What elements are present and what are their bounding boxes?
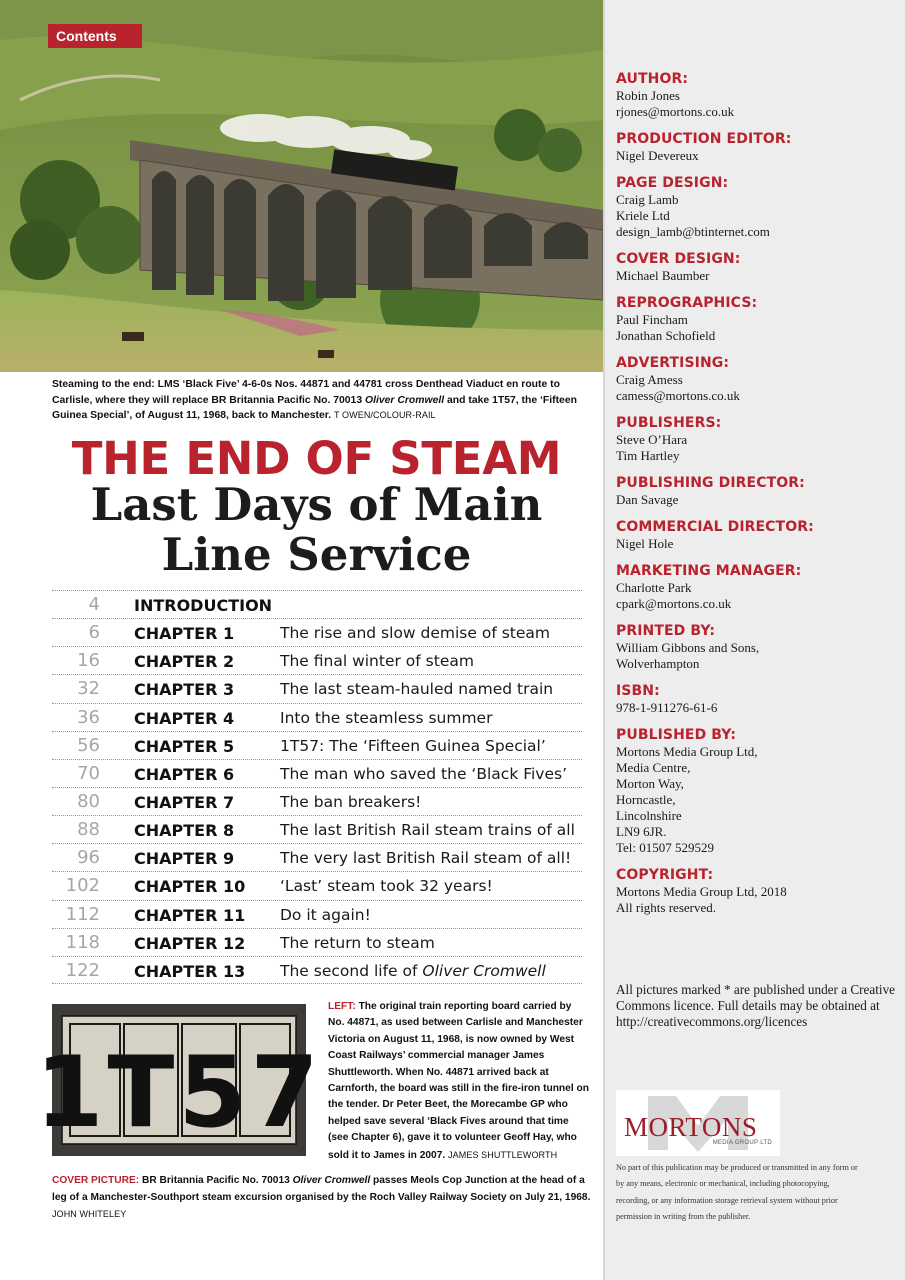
credit-heading: ADVERTISING: — [616, 355, 730, 371]
toc-chapter-label: CHAPTER 10 — [134, 877, 246, 897]
toc-chapter-title — [280, 821, 575, 839]
toc-row — [52, 956, 582, 984]
toc-chapter-label: CHAPTER 5 — [134, 736, 235, 756]
toc-page-number: 4 — [88, 594, 100, 615]
toc-chapter-title — [280, 737, 546, 755]
credit-block — [616, 414, 896, 464]
cover-caption-italic: Oliver Cromwell — [292, 1175, 371, 1186]
toc-chapter-title — [280, 849, 571, 867]
toc-title-text: The very last British Rail steam of all! — [280, 849, 572, 868]
credit-line: Michael Baumber — [616, 268, 710, 283]
cover-caption-label: COVER PICTURE: — [52, 1175, 140, 1186]
viaduct-illustration — [0, 0, 603, 372]
toc-chapter-title — [280, 934, 435, 952]
credit-heading: COVER DESIGN: — [616, 251, 741, 267]
toc-chapter-label: INTRODUCTION — [134, 596, 273, 615]
credit-block — [616, 294, 896, 344]
credit-line: Horncastle, — [616, 792, 676, 807]
cover-credit: JOHN WHITELEY — [52, 1209, 127, 1220]
credit-block — [616, 474, 896, 508]
board-number: 1T57 — [35, 1036, 323, 1150]
title-main: THE END OF STEAM — [71, 432, 562, 485]
credit-line: William Gibbons and Sons, — [616, 640, 760, 655]
cover-caption-post: passes Meols Cop Junction at the head of a leg of a Manchester-Southport steam excursion organised by the Roch Valley Railway Society on July 21, 1968. — [52, 1175, 591, 1203]
credit-heading: PRODUCTION EDITOR: — [616, 131, 792, 147]
toc-chapter-label: CHAPTER 7 — [134, 792, 235, 812]
toc-chapter-title — [280, 765, 567, 783]
credit-line: Lincolnshire — [616, 808, 682, 823]
toc-page-number: 96 — [77, 847, 100, 869]
toc-page-number: 122 — [65, 959, 100, 981]
toc-chapter-title — [280, 680, 553, 698]
credit-line: rjones@mortons.co.uk — [616, 104, 735, 119]
credit-line: Paul Fincham — [616, 312, 688, 327]
toc-title-text: The ban breakers! — [280, 792, 422, 811]
toc-title-text: The last steam-hauled named train — [280, 680, 554, 699]
toc-title-text: The final winter of steam — [280, 652, 474, 671]
toc-page-number: 36 — [77, 706, 100, 728]
credit-block — [616, 130, 896, 164]
credit-line: Wolverhampton — [616, 656, 700, 671]
credit-line: Mortons Media Group Ltd, — [616, 744, 758, 759]
legal-notice: No part of this publication may be produced or transmitted in any form or by any means, electronic or mechanical, including photocopying, recording, or any information storage retrieval system without prior permission in writing from the publisher. — [616, 1163, 858, 1222]
toc-chapter-label: CHAPTER 13 — [134, 961, 246, 981]
credit-heading: REPROGRAPHICS: — [616, 295, 758, 311]
toc-chapter-label: CHAPTER 3 — [134, 680, 235, 700]
credit-block — [616, 354, 896, 404]
contents-table — [52, 590, 582, 984]
toc-row — [52, 590, 582, 618]
toc-chapter-title — [280, 652, 474, 670]
credit-line: All rights reserved. — [616, 900, 717, 915]
toc-title-text: Do it again! — [280, 905, 371, 924]
credit-block — [616, 682, 896, 716]
credit-line: Steve O’Hara — [616, 432, 688, 447]
toc-chapter-label: CHAPTER 6 — [134, 764, 235, 784]
creative-commons-note: All pictures marked * are published under a Creative Commons licence. Full details may be obtained at http://creativecommons.org/licences — [616, 982, 896, 1030]
toc-row — [52, 674, 582, 702]
credit-line: 978-1-911276-61-6 — [616, 700, 718, 715]
toc-row — [52, 843, 582, 871]
toc-title-text: The second life of — [280, 961, 423, 980]
toc-chapter-label: CHAPTER 2 — [134, 652, 235, 672]
logo-wordmark: MORTONS — [624, 1112, 758, 1142]
credit-block — [616, 622, 896, 672]
toc-row — [52, 703, 582, 731]
credit-block — [616, 866, 896, 916]
toc-title-text: Into the steamless summer — [280, 708, 493, 727]
board-caption-label: LEFT: — [328, 1001, 356, 1012]
toc-chapter-label: CHAPTER 12 — [134, 933, 246, 953]
toc-chapter-title — [280, 877, 493, 895]
toc-chapter-title — [280, 906, 371, 924]
toc-page-number: 80 — [77, 790, 100, 812]
credit-line: Mortons Media Group Ltd, 2018 — [616, 884, 787, 899]
credit-line: Kriele Ltd — [616, 208, 670, 223]
board-caption-text: The original train reporting board carried by No. 44871, as used between Carlisle and Manchester Victoria on August 11, 1968, is now owned by West Coast Railways’ commercial manager James Shuttleworth. When No. 44871 arrived back at Carnforth, the board was still in the fire-iron tunnel on the tender. Dr Peter Beet, the Morecambe GP who helped save several ‘Black Fives around that time (see Chapter 6), gave it to volunteer Geoff Hay, who sold it to James in 2007. — [328, 1001, 589, 1161]
credit-line: cpark@mortons.co.uk — [616, 596, 732, 611]
credit-line: Robin Jones — [616, 88, 680, 103]
board-credit: JAMES SHUTTLEWORTH — [448, 1149, 558, 1160]
toc-chapter-label: CHAPTER 11 — [134, 905, 246, 925]
toc-row — [52, 815, 582, 843]
credit-heading: COMMERCIAL DIRECTOR: — [616, 519, 814, 535]
toc-title-text: The man who saved the ‘Black Fives’ — [280, 764, 568, 783]
toc-row — [52, 871, 582, 899]
credit-line: Tel: 01507 529529 — [616, 840, 715, 855]
credit-line: Nigel Hole — [616, 536, 674, 551]
credit-heading: PRINTED BY: — [616, 623, 716, 639]
hero-credit: T OWEN/COLOUR-RAIL — [334, 410, 436, 420]
toc-chapter-title — [280, 709, 492, 727]
toc-page-number: 6 — [88, 622, 100, 644]
toc-row — [52, 759, 582, 787]
credit-line: Nigel Devereux — [616, 148, 699, 163]
toc-page-number: 88 — [77, 819, 100, 841]
credit-line: design_lamb@btinternet.com — [616, 224, 770, 239]
title-sub — [0, 480, 633, 580]
toc-chapter-title — [280, 962, 546, 980]
toc-row — [52, 787, 582, 815]
credit-heading: ISBN: — [616, 683, 660, 699]
credit-line: Craig Lamb — [616, 192, 679, 207]
credits-list — [616, 70, 896, 926]
credit-heading: AUTHOR: — [616, 71, 689, 87]
toc-row — [52, 928, 582, 956]
credit-heading: MARKETING MANAGER: — [616, 563, 802, 579]
toc-page-number: 32 — [77, 678, 100, 700]
toc-row — [52, 731, 582, 759]
credit-block — [616, 174, 896, 240]
credit-heading: PAGE DESIGN: — [616, 175, 729, 191]
credit-line: camess@mortons.co.uk — [616, 388, 740, 403]
cover-caption-pre: BR Britannia Pacific No. 70013 — [142, 1175, 293, 1186]
toc-page-number: 16 — [77, 650, 100, 672]
title-sub-line2: Line Service — [161, 528, 472, 581]
toc-chapter-label: CHAPTER 8 — [134, 821, 235, 841]
mortons-logo — [616, 1090, 780, 1156]
toc-title-text: The last British Rail steam trains of all — [280, 821, 575, 840]
toc-page-number: 112 — [65, 903, 100, 925]
toc-page-number: 102 — [65, 875, 100, 897]
toc-title-text: ‘Last’ steam took 32 years! — [280, 877, 493, 896]
toc-page-number: 118 — [65, 931, 100, 953]
hero-photo — [0, 0, 603, 372]
credit-line: Craig Amess — [616, 372, 683, 387]
toc-chapter-title — [280, 624, 550, 642]
toc-page-number: 56 — [77, 734, 100, 756]
toc-chapter-label: CHAPTER 9 — [134, 849, 235, 869]
toc-title-text: The return to steam — [280, 933, 435, 952]
toc-title-text: The rise and slow demise of steam — [280, 624, 551, 643]
credit-heading: PUBLISHERS: — [616, 415, 722, 431]
train-board-illustration — [35, 1004, 323, 1156]
toc-chapter-label: CHAPTER 1 — [134, 624, 235, 644]
hero-caption-post: and take 1T57, the ‘Fifteen Guinea Special’, of August 11, 1968, back to Manchester. — [52, 394, 577, 421]
toc-title-italic: Oliver Cromwell — [422, 961, 546, 980]
credit-block — [616, 726, 896, 856]
credit-heading: PUBLISHING DIRECTOR: — [616, 475, 805, 491]
toc-row — [52, 618, 582, 646]
cover-caption — [52, 1173, 592, 1224]
credit-line: Dan Savage — [616, 492, 679, 507]
toc-chapter-label: CHAPTER 4 — [134, 708, 235, 728]
board-caption — [328, 999, 590, 1164]
credit-line: Media Centre, — [616, 760, 691, 775]
train-board-photo — [35, 1004, 323, 1156]
credit-block — [616, 70, 896, 120]
hero-caption — [52, 377, 592, 424]
credit-heading: COPYRIGHT: — [616, 867, 714, 883]
toc-row — [52, 646, 582, 674]
hero-caption-pre: Steaming to the end: LMS ‘Black Five’ 4-6-0s Nos. 44871 and 44781 cross Denthead Viaduct en route to Carlisle, where they will replace BR Britannia Pacific No. 70013 — [52, 379, 560, 406]
toc-chapter-title — [280, 793, 421, 811]
credit-heading: PUBLISHED BY: — [616, 727, 737, 743]
credit-line: Jonathan Schofield — [616, 328, 716, 343]
section-tab: Contents — [48, 24, 142, 48]
hero-caption-italic: Oliver Cromwell — [365, 394, 445, 406]
credit-line: Charlotte Park — [616, 580, 692, 595]
credit-block — [616, 562, 896, 612]
title-sub-line1: Last Days of Main — [90, 478, 543, 531]
logo-subtitle: MEDIA GROUP LTD — [712, 1140, 772, 1146]
toc-page-number: 70 — [77, 762, 100, 784]
toc-row — [52, 900, 582, 928]
credit-block — [616, 518, 896, 552]
toc-title-text: 1T57: The ‘Fifteen Guinea Special’ — [280, 736, 546, 755]
credit-block — [616, 250, 896, 284]
credit-line: Morton Way, — [616, 776, 684, 791]
credit-line: LN9 6JR. — [616, 824, 667, 839]
credit-line: Tim Hartley — [616, 448, 680, 463]
